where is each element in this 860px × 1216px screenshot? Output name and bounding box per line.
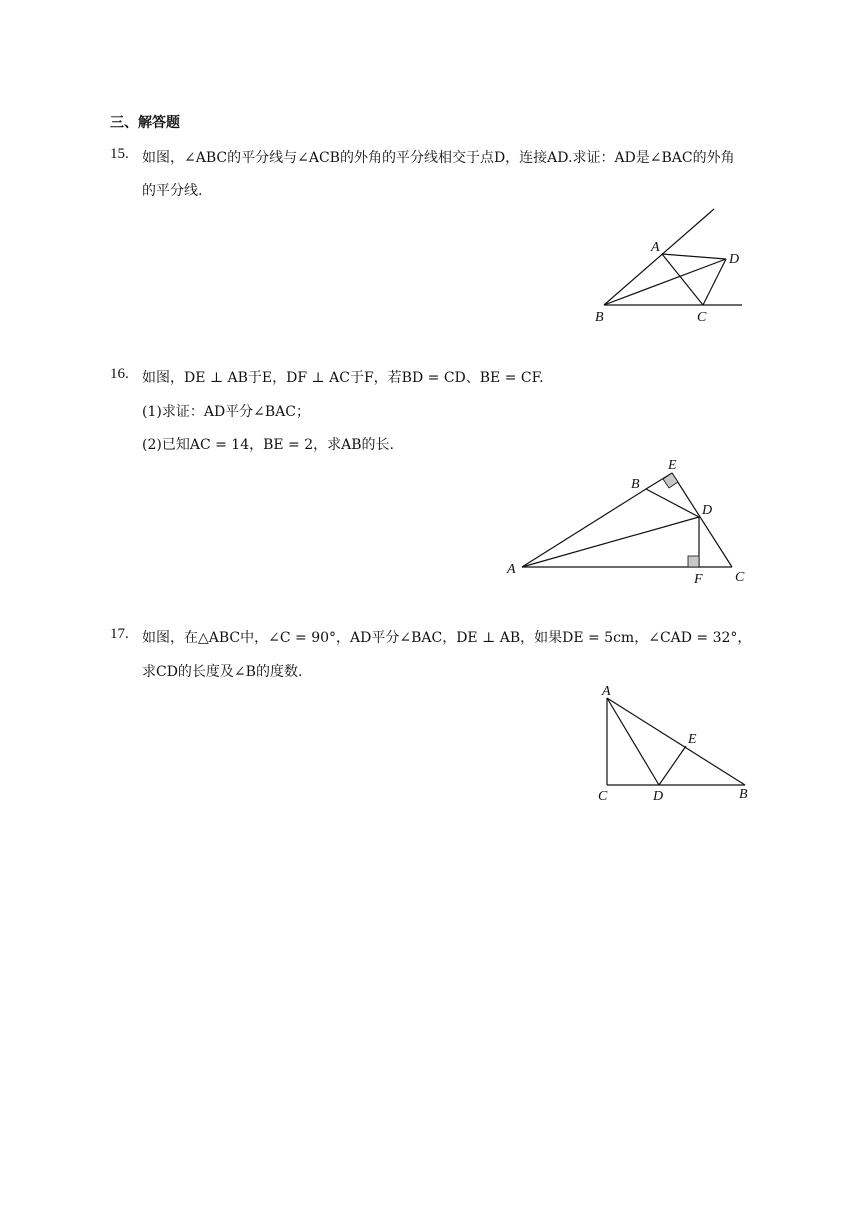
question-16-line-3: (2)已知AC = 14，BE = 2，求AB的长. — [142, 437, 394, 453]
label-c: C — [697, 310, 707, 325]
label-d: D — [729, 252, 740, 267]
segment-ac — [662, 254, 703, 305]
label-e: E — [668, 458, 677, 473]
question-15-figure — [590, 205, 750, 327]
segment-ad — [522, 517, 699, 567]
label-a: A — [507, 562, 516, 577]
label-b: B — [739, 787, 748, 802]
label-c: C — [735, 570, 745, 585]
segment-ab — [522, 489, 646, 567]
question-17-line-1: 如图，在△ABC中，∠C = 90°，AD平分∠BAC，DE ⊥ AB，如果DE = 5cm，∠CAD = 32°， — [142, 630, 752, 646]
label-a: A — [602, 684, 611, 699]
question-15-line-2: 的平分线. — [142, 183, 203, 199]
label-e: E — [688, 732, 697, 747]
label-b: B — [595, 310, 604, 325]
segment-de — [659, 746, 686, 785]
label-a: A — [651, 240, 660, 255]
label-d: D — [702, 503, 713, 518]
question-15-number: 15. — [110, 146, 129, 162]
segment-ab — [607, 698, 745, 785]
question-16-number: 16. — [110, 366, 129, 382]
label-f: F — [694, 572, 703, 587]
segment-ad — [662, 254, 726, 259]
label-c: C — [598, 789, 608, 804]
label-b: B — [631, 477, 640, 492]
question-17-line-2: 求CD的长度及∠B的度数. — [142, 664, 303, 680]
segment-ad — [607, 698, 659, 785]
question-17-figure — [590, 680, 755, 805]
right-angle-mark-f — [688, 556, 699, 567]
segment-ec — [672, 473, 732, 567]
segment-bd — [604, 259, 726, 305]
right-angle-mark-e — [663, 473, 678, 488]
section-title: 三、解答题 — [110, 115, 180, 131]
question-17-number: 17. — [110, 626, 129, 642]
question-16-line-1: 如图，DE ⊥ AB于E，DF ⊥ AC于F，若BD = CD、BE = CF. — [142, 370, 544, 386]
question-15-line-1: 如图，∠ABC的平分线与∠ACB的外角的平分线相交于点D，连接AD.求证：AD是∠BAC的外角 — [142, 150, 735, 166]
question-16-line-2: (1)求证：AD平分∠BAC； — [142, 404, 311, 420]
question-16-figure — [500, 452, 755, 587]
label-d: D — [653, 789, 664, 804]
